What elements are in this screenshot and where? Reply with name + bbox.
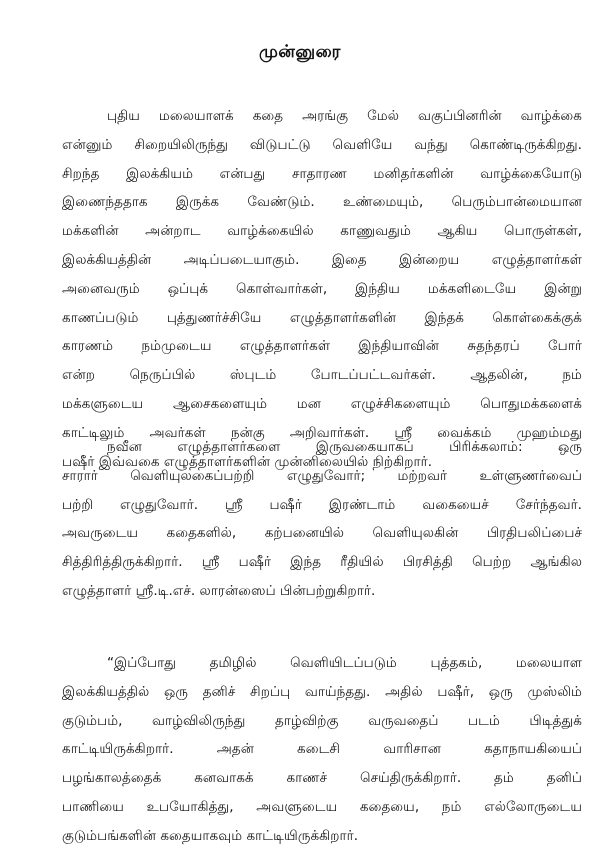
text-line: மக்களின் அன்றாட வாழ்க்கையில் காணுவதும் ஆகிய பொருள்கள், xyxy=(62,223,582,240)
text-line: நவீன எழுத்தாளர்களை இருவகையாகப் பிரிக்கலாம்: ஒரு xyxy=(107,439,582,455)
text-line: காரணம் நம்முடைய எழுத்தாளர்கள் இந்தியாவின் சுதந்தரப் போர் xyxy=(62,338,582,355)
text-line: பற்றி எழுதுவோர். ஸ்ரீ பஷீர் இரண்டாம் வகையைச் சேர்ந்தவர். xyxy=(62,496,582,513)
text-line: இலக்கியத்தில் ஒரு தனிச் சிறப்பு வாய்ந்தது. அதில் பஷீர், ஒரு முஸ்லிம் xyxy=(62,683,582,700)
text-line: என்ற நெருப்பில் ஸ்புடம் போடப்பட்டவர்கள். ஆதலின், நம் xyxy=(62,367,582,384)
text-line: பாணியை உபயோகித்து, அவளுடைய கதையை, நம் எல்லோருடைய xyxy=(62,798,582,815)
paragraph-2 xyxy=(62,433,582,606)
text-line: என்னும் சிறையிலிருந்து விடுபட்டு வெளியே வந்து கொண்டிருக்கிறது. xyxy=(62,136,582,153)
text-line: மக்களுடைய ஆசைகளையும் மன எழுச்சிகளையும் பொதுமக்களைக் xyxy=(62,395,582,412)
text-line: காட்டியிருக்கிறார். அதன் கடைசி வாரிசான கதாநாயகியைப் xyxy=(62,741,582,758)
text-line: சித்திரித்திருக்கிறார். ஸ்ரீ பஷீர் இந்த ரீதியில் பிரசித்தி பெற்ற ஆங்கில xyxy=(62,554,582,571)
text-line: சிறந்த இலக்கியம் என்பது சாதாரண மனிதர்களின் வாழ்க்கையோடு xyxy=(62,165,582,182)
text-line: அவருடைய கதைகளில், கற்பனையில் வெளியுலகின் பிரதிபலிப்பைச் xyxy=(62,525,582,542)
text-line: பஷீர் இவ்வகை எழுத்தாளர்களின் முன்னிலையில் நிற்கிறார். xyxy=(62,453,433,470)
text-line: காட்டிலும் அவர்கள் நன்கு அறிவார்கள். ஸ்ரீ வைக்கம் முஹம்மது xyxy=(62,424,582,441)
text-line: “இப்போது தமிழில் வெளியிடப்படும் புத்தகம், மலையாள xyxy=(107,655,582,671)
text-line: காணப்படும் புத்துணர்ச்சியே எழுத்தாளர்களின் இந்தக் கொள்கைக்குக் xyxy=(62,309,582,326)
text-line: பழங்காலத்தைக் கனவாகக் காணச் செய்திருக்கிறார். தம் தனிப் xyxy=(62,770,582,787)
text-line: குடும்பம், வாழ்விலிருந்து தாழ்விற்கு வருவதைப் படம் பிடித்துக் xyxy=(62,712,582,729)
text-line: குடும்பங்களின் கதையாகவும் காட்டியிருக்கிறார். xyxy=(62,827,359,844)
page-title: முன்னுரை xyxy=(259,42,341,62)
text-line: இலக்கியத்தின் அடிப்படையாகும். இதை இன்றைய எழுத்தாளர்கள் xyxy=(62,251,582,268)
paragraph-3 xyxy=(62,649,582,851)
text-line: புதிய மலையாளக் கதை அரங்கு மேல் வகுப்பினரின் வாழ்க்கை xyxy=(107,108,582,124)
paragraph-1 xyxy=(62,102,582,476)
text-line: எழுத்தாளர் ஸ்ரீ.டி.எச். லாரன்ஸைப் பின்பற்றுகிறார். xyxy=(62,582,376,599)
text-line: இணைந்ததாக இருக்க வேண்டும். உண்மையும், பெரும்பான்மையான xyxy=(62,194,582,211)
text-line: அனைவரும் ஒப்புக் கொள்வார்கள், இந்திய மக்களிடையே இன்று xyxy=(62,280,582,297)
text-line: சாரார் வெளியுலகைப்பற்றி எழுதுவோர்; மற்றவர் உள்ளுணர்வைப் xyxy=(62,467,582,484)
